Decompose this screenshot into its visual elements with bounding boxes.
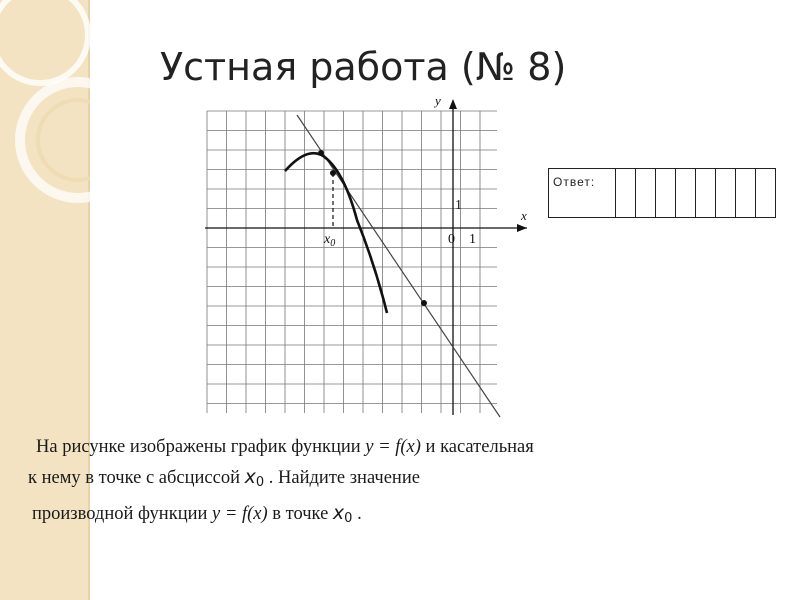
unit-y-label: 1 [455, 198, 462, 213]
task-text [28, 432, 768, 534]
task-line-2: к нему в точке с абсциссой $x_0$ . Найдите значение [28, 466, 420, 490]
x0-label: $x_0$ [324, 232, 336, 249]
answer-cell[interactable] [716, 169, 736, 218]
task-line-1: На рисунке изображены график функции y = f(x) и касательная [36, 437, 534, 457]
answer-cell[interactable] [756, 169, 776, 218]
origin-label: 0 [448, 232, 455, 247]
task-line-3: производной функции y = f(x) в точке $x_0$ . [32, 502, 362, 526]
curve-top-point [318, 150, 324, 156]
unit-x-label: 1 [469, 232, 476, 247]
answer-cell[interactable] [616, 169, 636, 218]
x0-symbol: $x_0$ [244, 466, 265, 490]
x-axis-arrow-icon [517, 224, 527, 232]
x0-symbol: $x_0$ [332, 502, 353, 526]
answer-cell[interactable] [696, 169, 716, 218]
answer-cell[interactable] [656, 169, 676, 218]
y-axis-arrow-icon [449, 99, 457, 109]
answer-table [548, 168, 776, 218]
answer-label: Ответ: [549, 169, 616, 218]
answer-cell[interactable] [736, 169, 756, 218]
function-curve [285, 153, 387, 313]
slide-title: Устная работа (№ 8) [160, 45, 567, 89]
answer-cell[interactable] [676, 169, 696, 218]
function-graph [205, 95, 535, 425]
answer-cell[interactable] [636, 169, 656, 218]
x-axis-label: x [521, 208, 527, 223]
y-axis-label: y [435, 95, 441, 108]
tangent-point [421, 300, 427, 306]
tangency-point [330, 170, 336, 176]
